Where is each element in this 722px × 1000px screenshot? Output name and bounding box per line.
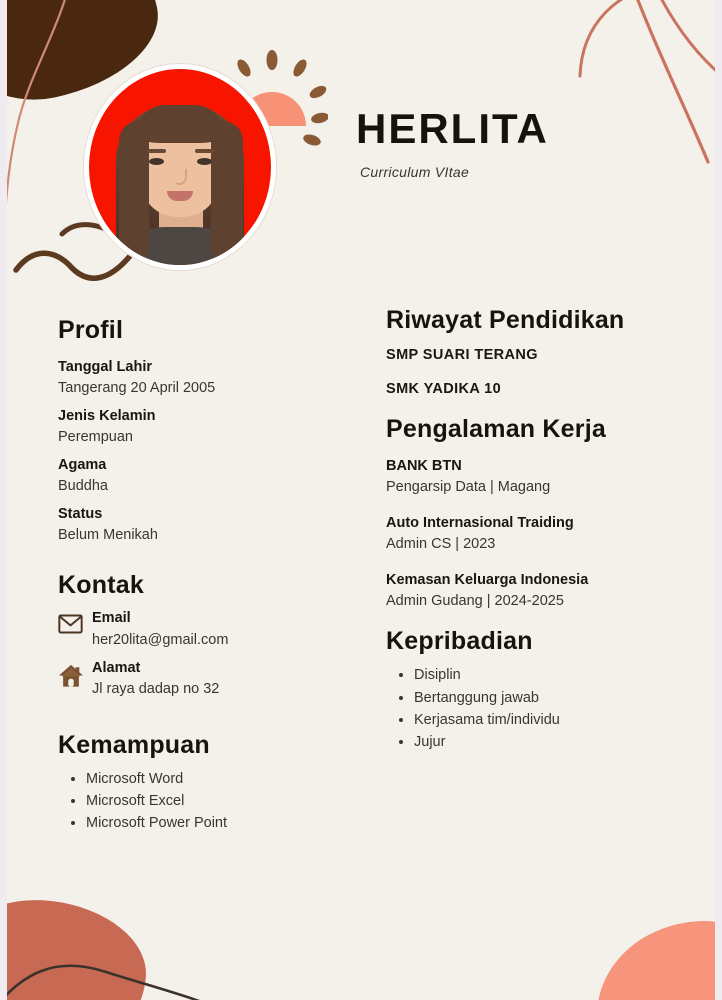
contact-value-email[interactable]: her20lita@gmail.com (92, 631, 229, 648)
experience-meta: Admin Gudang | 2024-2025 (386, 592, 564, 609)
experience-company: BANK BTN (386, 458, 462, 474)
experience-meta: Pengarsip Data | Magang (386, 478, 551, 495)
list-item: • Disiplin (414, 664, 676, 686)
section-heading-kontak: Kontak (58, 571, 144, 600)
education-item: SMK YADIKA 10 (386, 381, 502, 397)
profil-fields (58, 357, 338, 546)
list-item: • Microsoft Word (86, 768, 338, 790)
field-value-agama: Buddha (58, 478, 108, 495)
photo-circle (89, 69, 271, 265)
field-label-status: Status (58, 506, 103, 523)
envelope-icon (58, 608, 92, 639)
section-heading-kepribadian: Kepribadian (386, 627, 533, 656)
field-label-jenis-kelamin: Jenis Kelamin (58, 408, 156, 425)
education-item: SMP SUARI TERANG (386, 347, 538, 363)
list-item: • Microsoft Excel (86, 790, 338, 812)
section-heading-profil: Profil (58, 316, 124, 344)
kepribadian-list (386, 664, 676, 752)
contact-alamat-text (92, 658, 338, 702)
list-item: • Jujur (414, 731, 676, 753)
header (356, 105, 549, 180)
decorative-blob-bottom-left (0, 889, 153, 1000)
experience-company: Auto Internasional Traiding (386, 515, 574, 532)
field-label-agama: Agama (58, 457, 107, 474)
contact-item-email (58, 608, 338, 652)
experience-company: Kemasan Keluarga Indonesia (386, 572, 589, 589)
kemampuan-list (58, 768, 338, 834)
section-heading-pengalaman: Pengalaman Kerja (386, 415, 606, 443)
field-value-tanggal-lahir: Tangerang 20 April 2005 (58, 380, 216, 397)
experience-item (386, 456, 676, 497)
section-heading-pendidikan: Riwayat Pendidikan (386, 306, 625, 334)
experience-meta: Admin CS | 2023 (386, 535, 496, 552)
experience-item (386, 513, 676, 554)
page-edge-right (715, 0, 722, 1000)
contact-email-text (92, 608, 338, 652)
page-edge-left (0, 0, 7, 1000)
list-item: • Bertanggung jawab (414, 687, 676, 709)
decorative-line-bottom-left (0, 910, 310, 1000)
contact-title-email: Email (92, 610, 131, 627)
contact-value-alamat: Jl raya dadap no 32 (92, 681, 220, 698)
left-column (58, 316, 338, 834)
page-title: HERLITA (356, 105, 549, 152)
list-item: • Kerjasama tim/individu (414, 709, 676, 731)
decorative-lines-top-right (532, 0, 722, 210)
decorative-blob-bottom-right (597, 921, 722, 1000)
right-column (386, 306, 676, 753)
section-heading-kemampuan: Kemampuan (58, 731, 210, 760)
profile-photo (84, 64, 276, 270)
page-subtitle: Curriculum VItae (360, 164, 470, 180)
field-label-tanggal-lahir: Tanggal Lahir (58, 359, 152, 375)
house-icon (58, 658, 92, 693)
contact-item-alamat (58, 658, 338, 702)
list-item: • Microsoft Power Point (86, 812, 338, 834)
field-value-jenis-kelamin: Perempuan (58, 429, 133, 446)
experience-item (386, 570, 676, 611)
contact-title-alamat: Alamat (92, 659, 141, 676)
field-value-status: Belum Menikah (58, 527, 158, 544)
